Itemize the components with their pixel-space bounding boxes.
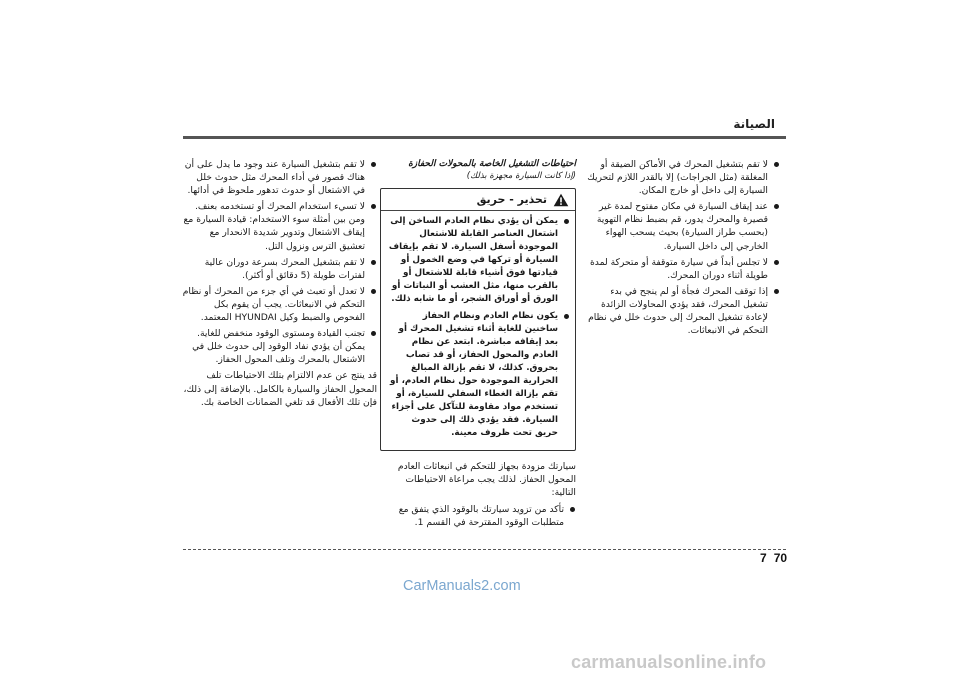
list-item: إذا توقف المحرك فجأة أو لم ينجح في بدء تشغيل المحرك، فقد يؤدي المحاولات الزائدة لإعادة تشغيل المحرك إلى حدوث خلل في نظام التحكم في الانبعاثات. [586, 285, 780, 337]
list-item: يكون نظام العادم ونظام الحفاز ساخنين للغاية أثناء تشغيل المحرك أو بعد إيقافه مباشرة. ابتعد عن نظام العادم والمحول الحفاز، أو قد تصاب بحروق. كذلك، لا تقم بإزالة المبالغ الحرارية الموجودة حول نظام العادم، أو تقم بإزالة الغطاء السفلي للسيارة، أو تستخدم مواد مقاومة للتآكل على أجزاء السيارة. فقد يؤدي ذلك إلى حدوث حريق تحت ظروف معينة. [387, 310, 569, 440]
list-item: لا تقم بتشغيل السيارة عند وجود ما يدل على أن هناك قصور في أداء المحرك مثل حدوث خلل في الاشتعال أو حدوث تدهور ملحوظ في أدائها. [182, 158, 377, 197]
list-item: عند إيقاف السيارة في مكان مفتوح لمدة غير قصيرة والمحرك يدور، قم بضبط نظام التهوية (بحسب طراز السيارة) بحيث يسحب الهواء الخارجي إلى داخل السيارة. [586, 200, 780, 252]
left-bullet-list [182, 158, 377, 366]
header-rule [183, 136, 786, 139]
footer-rule [183, 549, 786, 550]
warning-title: تحذير - حريق [476, 193, 547, 207]
list-item: تجنب القيادة ومستوى الوقود منخفض للغاية. يمكن أن يؤدي نفاد الوقود إلى حدوث خلل في الاشتعال بالمحرك وتلف المحول الحفاز. [182, 327, 377, 366]
catalyst-heading: احتياطات التشغيل الخاصة بالمحولات الحفازة [408, 159, 576, 169]
list-item: لا تسيء استخدام المحرك أو تستخدمه بعنف. ومن بين أمثلة سوء الاستخدام: قيادة السيارة مع إيقاف الاشتعال وتدوير شديدة الانحدار مع تعشيق الترس ونزول التل. [182, 200, 377, 252]
warning-triangle-icon [553, 193, 569, 207]
list-item: لا تقم بتشغيل المحرك بسرعة دوران عالية لفترات طويلة (5 دقائق أو أكثر). [182, 256, 377, 282]
list-item: يمكن أن يؤدي نظام العادم الساخن إلى اشتعال العناصر القابلة للاشتعال الموجودة أسفل السيارة. لا تقم بإيقاف السيارة أو تركها في وضع الخمول أو قيادتها فوق أشياء قابلة للاشتعال أو بالقرب منها، مثل العشب أو النباتات أو الورق أو أوراق الشجر، أو ما شابه ذلك. [387, 215, 569, 306]
warning-header [381, 189, 575, 211]
right-bullet-list [586, 158, 780, 337]
precaution-note: قد ينتج عن عدم الالتزام بتلك الاحتياطات تلف المحول الحفاز والسيارة بالكامل. بالإضافة إلى ذلك، فإن تلك الأفعال قد تلغي الضمانات الخاصة بك. [183, 370, 377, 408]
warning-list [381, 211, 575, 450]
catalyst-intro: سيارتك مزودة بجهاز للتحكم في انبعاثات العادم المحول الحفاز. لذلك يجب مراعاة الاحتياطات التالية: [397, 461, 576, 499]
warning-box [380, 188, 576, 451]
middle-bullet-list [380, 503, 576, 529]
page-number [760, 551, 787, 565]
middle-column [380, 158, 576, 532]
section-title: الصيانة [733, 117, 775, 131]
list-item: تأكد من تزويد سيارتك بالوقود الذي يتفق مع متطلبات الوقود المقترحة في القسم 1. [380, 503, 576, 529]
watermark-link[interactable]: CarManuals2.com [403, 578, 521, 594]
right-column [586, 158, 780, 340]
list-item: لا تعدل أو تعبث في أي جزء من المحرك أو نظام التحكم في الانبعاثات. يجب أن يقوم بكل الفحوص والضبط وكيل HYUNDAI المعتمد. [182, 285, 377, 324]
left-column [182, 158, 377, 413]
chapter-number: 7 [760, 551, 767, 565]
site-watermark: carmanualsonline.info [571, 652, 767, 672]
catalyst-subheading: (إذا كانت السيارة مجهزة بذلك) [466, 171, 576, 181]
list-item: لا تجلس أبداً في سيارة متوقفة أو متحركة لمدة طويلة أثناء دوران المحرك. [586, 256, 780, 282]
list-item: لا تقم بتشغيل المحرك في الأماكن الضيقة أو المغلقة (مثل الجراجات) إلا بالقدر اللازم لتحريك السيارة إلى داخل أو خارج المكان. [586, 158, 780, 197]
page-number-value: 70 [773, 551, 788, 565]
